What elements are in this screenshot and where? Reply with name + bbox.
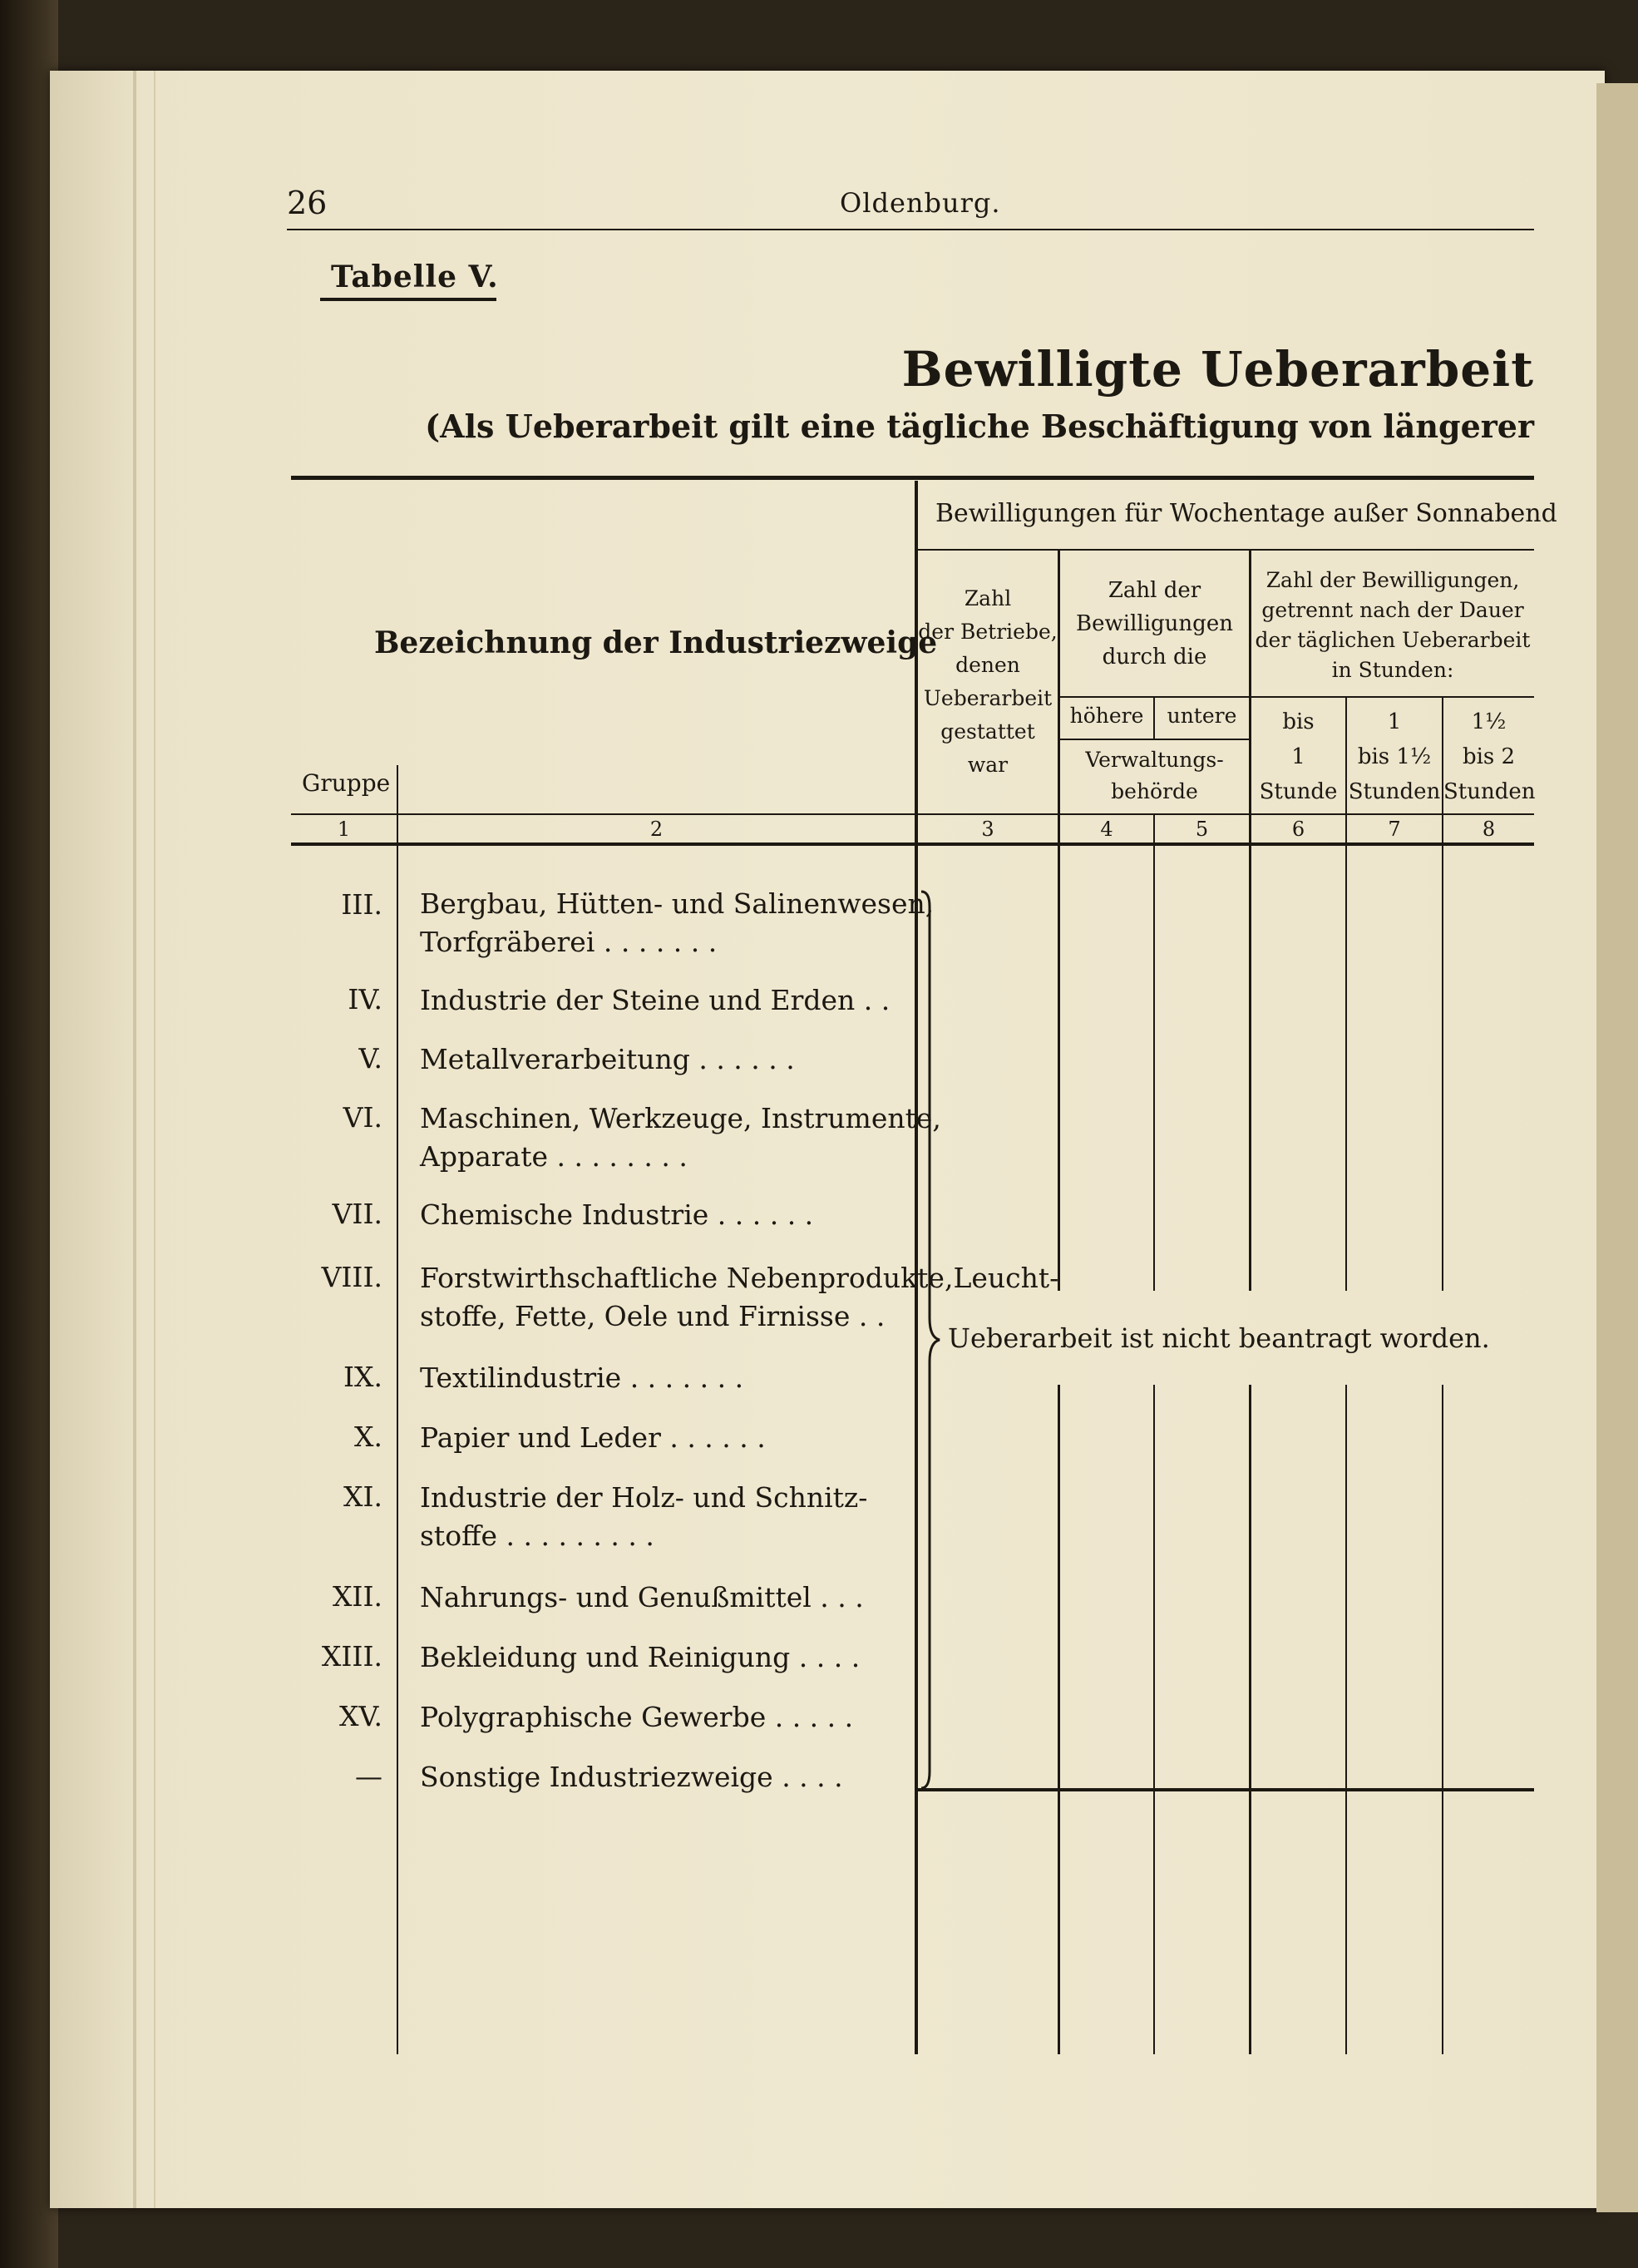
col3-line: Zahl: [964, 586, 1012, 610]
col3-line: der Betriebe,: [918, 620, 1058, 644]
group-number: IX.: [343, 1361, 382, 1393]
industry-line: Bergbau, Hütten- und Salinenwesen,: [420, 887, 935, 920]
industry-line: Bekleidung und Reinigung . . . .: [420, 1641, 861, 1673]
column-number: 2: [649, 818, 664, 841]
col8-header: [1443, 704, 1534, 809]
header-bottom-rule: [291, 842, 1534, 846]
industry-name: [420, 1758, 843, 1796]
col-divider: [1058, 1385, 1060, 2054]
data-bottom-rule: [918, 1788, 1534, 1791]
industry-line: stoffe, Fette, Oele und Firnisse . .: [420, 1300, 886, 1332]
industry-name: [420, 885, 934, 961]
col45-header: [1060, 574, 1249, 674]
group-number: IV.: [348, 983, 382, 1015]
group-number: V.: [358, 1042, 382, 1075]
industry-line: Chemische Industrie . . . . . .: [420, 1198, 814, 1231]
table-label: Tabelle V.: [331, 259, 499, 294]
industry-line: Industrie der Holz- und Schnitz-: [420, 1481, 868, 1514]
industry-line: Forstwirthschaftliche Nebenprodukte,Leucht-: [420, 1262, 1059, 1294]
span-header-rule: [918, 549, 1534, 551]
column-number: 8: [1482, 818, 1496, 841]
col-divider: [1153, 1385, 1155, 2054]
group-number: XII.: [332, 1580, 382, 1613]
group-number: —: [355, 1760, 382, 1792]
column-number-rule: [291, 813, 1534, 815]
industry-name: [420, 1099, 941, 1176]
col6-line: bis: [1282, 709, 1315, 734]
span-header: Bewilligungen für Wochentage außer Sonnabend: [935, 499, 1557, 528]
industry-line: Apparate . . . . . . . .: [420, 1140, 688, 1173]
group-number: VII.: [332, 1198, 382, 1230]
col-divider: [1153, 815, 1155, 1291]
industry-name: [420, 1698, 853, 1737]
col8-line: bis 2: [1462, 744, 1516, 769]
col6-line: 1: [1291, 744, 1305, 769]
col678-line: Zahl der Bewilligungen,: [1266, 568, 1520, 592]
industry-name: [420, 1479, 867, 1555]
industry-name: [420, 1579, 864, 1617]
group-number: X.: [354, 1421, 382, 1453]
col8-line: Stunden: [1443, 779, 1536, 804]
col678-header: [1251, 566, 1534, 685]
industry-name: [420, 1040, 795, 1079]
industry-name: [420, 1359, 743, 1397]
col4-label: höhere: [1069, 704, 1144, 728]
col5-label: untere: [1167, 704, 1237, 728]
brace: [918, 890, 943, 1790]
column-number: 6: [1291, 818, 1305, 841]
col3-line: gestattet: [940, 719, 1035, 744]
page-subtitle: (Als Ueberarbeit gilt eine tägliche Beschäftigung von längerer: [425, 408, 1534, 445]
col678-line: in Stunden:: [1331, 658, 1454, 682]
column-number: 4: [1100, 818, 1113, 841]
col-divider: [397, 765, 398, 2054]
page-edge: [133, 71, 136, 2208]
industry-line: Metallverarbeitung . . . . . .: [420, 1043, 795, 1075]
col-divider: [1442, 1385, 1443, 2054]
industry-header: Bezeichnung der Industriezweige: [374, 625, 938, 660]
group-number: VIII.: [321, 1261, 382, 1293]
col45-sub-line: behörde: [1111, 779, 1198, 803]
industry-name: [420, 981, 890, 1020]
industry-line: Sonstige Industriezweige . . . .: [420, 1761, 843, 1793]
col3-line: war: [967, 753, 1009, 777]
col7-header: [1347, 704, 1442, 809]
page-number: 26: [287, 185, 328, 221]
industry-line: Nahrungs- und Genußmittel . . .: [420, 1581, 864, 1613]
col45-line: Zahl der: [1108, 578, 1201, 603]
header-rule: [287, 229, 1534, 230]
column-number: 1: [337, 818, 351, 841]
subheader-rule: [1251, 696, 1534, 698]
page-edge: [154, 71, 155, 2208]
industry-line: Textilindustrie . . . . . . .: [420, 1361, 744, 1394]
col3-header: [918, 582, 1058, 782]
group-number: III.: [341, 888, 382, 921]
table-top-rule: [291, 476, 1534, 480]
column-number: 7: [1388, 818, 1401, 841]
industry-line: stoffe . . . . . . . . .: [420, 1519, 654, 1552]
col678-line: getrennt nach der Dauer: [1261, 598, 1524, 622]
industry-line: Papier und Leder . . . . . .: [420, 1421, 766, 1454]
next-page-edge: [1596, 83, 1638, 2212]
col8-line: 1½: [1471, 709, 1507, 734]
group-number: XI.: [343, 1480, 382, 1513]
col678-line: der täglichen Ueberarbeit: [1255, 628, 1531, 652]
industry-line: Torfgräberei . . . . . . .: [420, 926, 718, 958]
industry-line: Industrie der Steine und Erden . .: [420, 984, 891, 1016]
group-number: XV.: [338, 1700, 382, 1732]
column-number: 5: [1195, 818, 1209, 841]
group-header: Gruppe: [302, 769, 391, 797]
col3-line: Ueberarbeit: [923, 686, 1053, 710]
col45-subheader: [1060, 744, 1249, 808]
page-title: Bewilligte Ueberarbeit: [901, 341, 1534, 398]
group-number: XIII.: [321, 1640, 382, 1673]
industry-line: Polygraphische Gewerbe . . . . .: [420, 1701, 854, 1733]
col7-line: Stunden: [1348, 779, 1441, 804]
col45-sub-line: Verwaltungs-: [1085, 748, 1224, 772]
col-divider: [1249, 1385, 1251, 2054]
brace-note: Ueberarbeit ist nicht beantragt worden.: [948, 1322, 1490, 1354]
col6-header: [1251, 704, 1345, 809]
table-label-underline: [320, 298, 496, 301]
col7-line: bis 1½: [1357, 744, 1432, 769]
industry-line: Maschinen, Werkzeuge, Instrumente,: [420, 1102, 941, 1134]
col45-line: durch die: [1102, 645, 1207, 670]
industry-name: [420, 1196, 813, 1234]
col6-line: Stunde: [1259, 779, 1338, 804]
column-number: 3: [981, 818, 994, 841]
col45-line: Bewilligungen: [1076, 611, 1233, 636]
col-divider: [1345, 1385, 1347, 2054]
group-number: VI.: [343, 1101, 382, 1134]
col3-line: denen: [955, 653, 1020, 677]
industry-name: [420, 1638, 860, 1677]
running-title: Oldenburg.: [840, 187, 1001, 219]
col7-line: 1: [1387, 709, 1402, 734]
industry-name: [420, 1419, 766, 1457]
